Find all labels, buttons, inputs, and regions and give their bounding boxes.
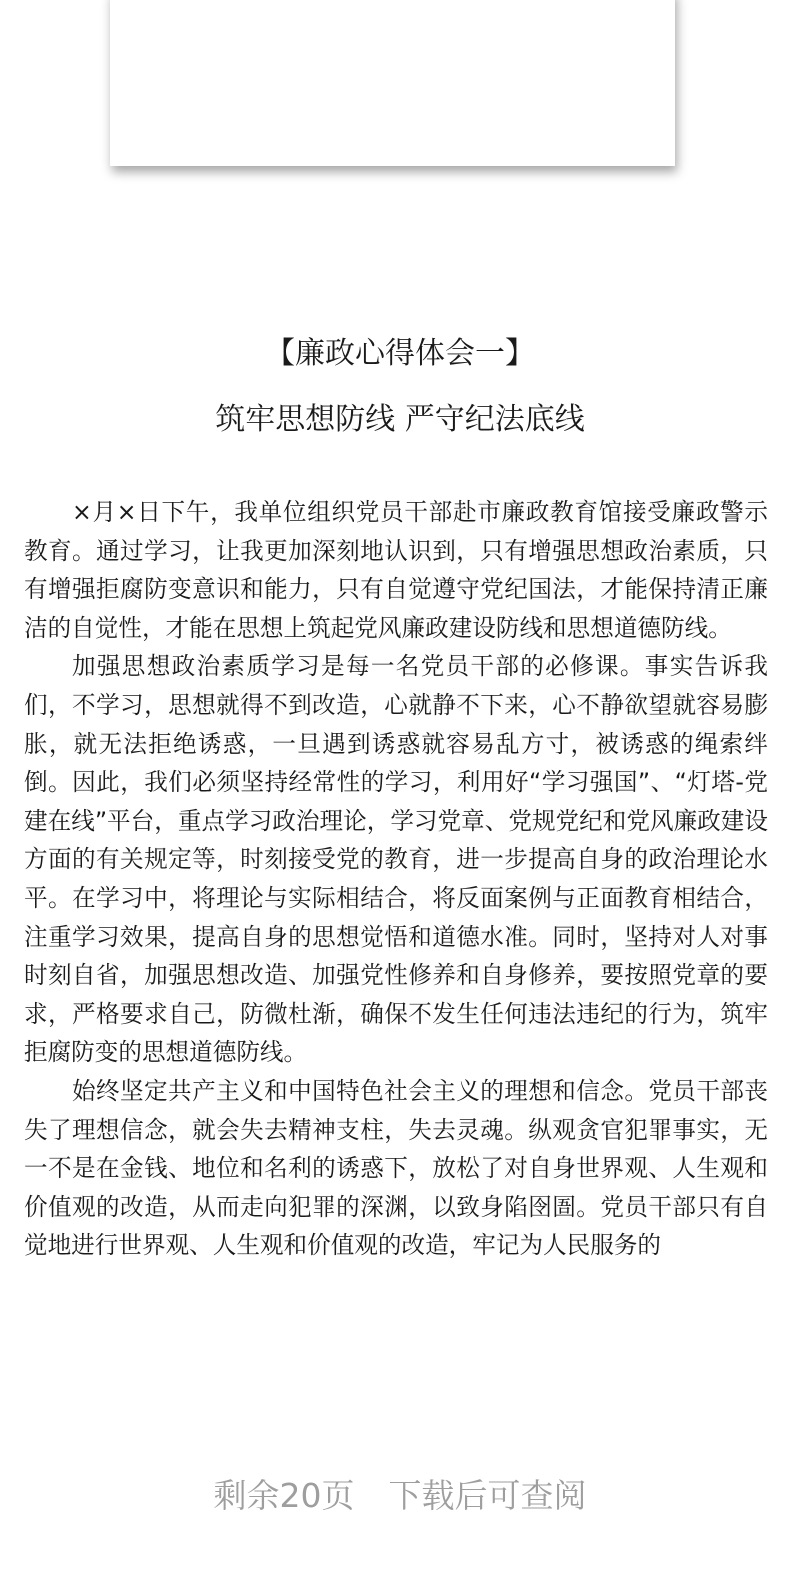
document-body <box>24 493 768 1265</box>
paragraph: ×月×日下午，我单位组织党员干部赴市廉政教育馆接受廉政警示教育。通过学习，让我更加深刻地认识到，只有增强思想政治素质，只有增强拒腐防变意识和能力，只有自觉遵守党纪国法，才能保持清正廉洁的自觉性，才能在思想上筑起党风廉政建设防线和思想道德防线。 <box>24 498 768 642</box>
remaining-pages-label: 剩余20页 <box>213 1476 355 1515</box>
document-title: 【廉政心得体会一】 <box>265 336 535 371</box>
download-prompt[interactable] <box>0 1470 800 1517</box>
paragraph: 加强思想政治素质学习是每一名党员干部的必修课。事实告诉我们，不学习，思想就得不到改造，心就静不下来，心不静欲望就容易膨胀，就无法拒绝诱惑，一旦遇到诱惑就容易乱方寸，被诱惑的绳索绊倒。因此，我们必须坚持经常性的学习，利用好“学习强国”、“灯塔-党建在线”平台，重点学习政治理论，学习党章、党规党纪和党风廉政建设方面的有关规定等，时刻接受党的教育，进一步提高自身的政治理论水平。在学习中，将理论与实际相结合，将反面案例与正面教育相结合，注重学习效果，提高自身的思想觉悟和道德水准。同时，坚持对人对事时刻自省，加强思想改造、加强党性修养和自身修养，要按照党章的要求，严格要求自己，防微杜渐，确保不发生任何违法违纪的行为，筑牢拒腐防变的思想道德防线。 <box>24 652 768 1067</box>
download-to-read-label[interactable]: 下载后可查阅 <box>388 1476 587 1515</box>
paragraph: 始终坚定共产主义和中国特色社会主义的理想和信念。党员干部丧失了理想信念，就会失去精神支柱，失去灵魂。纵观贪官犯罪事实，无一不是在金钱、地位和名利的诱惑下，放松了对自身世界观、人生观和价值观的改造，从而走向犯罪的深渊，以致身陷囹圄。党员干部只有自觉地进行世界观、人生观和价值观的改造，牢记为人民服务的 <box>24 1076 768 1260</box>
previous-page-card <box>110 0 675 166</box>
document-subtitle: 筑牢思想防线 严守纪法底线 <box>215 402 585 437</box>
